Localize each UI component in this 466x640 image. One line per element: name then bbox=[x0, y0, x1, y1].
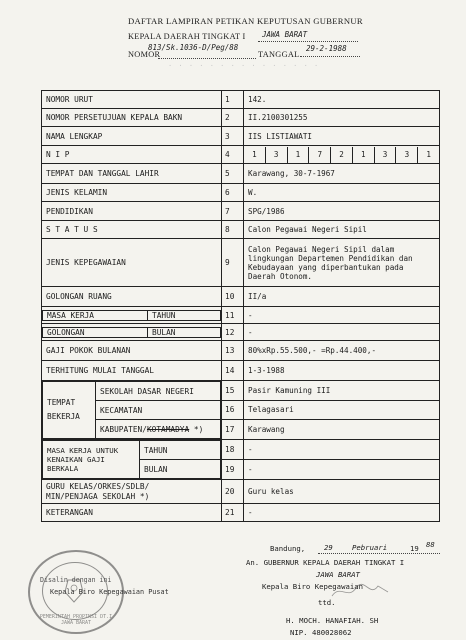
row-value: Calon Pegawai Negeri Sipil bbox=[244, 221, 440, 239]
row-value: 142. bbox=[244, 91, 440, 109]
table-row bbox=[42, 440, 440, 460]
nip-digit: 1 bbox=[252, 149, 257, 159]
copy-note: Disalin dengan ini bbox=[40, 576, 112, 584]
row-number: 2 bbox=[222, 109, 244, 127]
dotted-line bbox=[300, 56, 360, 57]
sign-year: 88 bbox=[426, 540, 435, 549]
signatory-title: An. GUBERNUR KEPALA DAERAH TINGKAT I bbox=[246, 558, 405, 567]
row-number: 1 bbox=[222, 91, 244, 109]
nip-digit: 7 bbox=[308, 147, 330, 163]
row-number: 9 bbox=[222, 239, 244, 287]
place-label: Bandung, bbox=[270, 544, 306, 553]
tempat-label: TEMPAT bbox=[47, 398, 76, 407]
table-row bbox=[42, 324, 440, 341]
row-label: KETERANGAN bbox=[42, 504, 222, 522]
table-row bbox=[42, 381, 440, 401]
row-number: 3 bbox=[222, 127, 244, 146]
signatory-nip: NIP. 480028062 bbox=[290, 628, 352, 637]
nip-digits bbox=[244, 147, 439, 163]
document-title: DAFTAR LAMPIRAN PETIKAN KEPUTUSAN GUBERNUR bbox=[128, 16, 363, 26]
stamp-text: PEMERINTAH PROPINSI DT.I JAWA BARAT bbox=[39, 614, 113, 626]
table-row bbox=[42, 239, 440, 287]
guru-label-1: GURU KELAS/ORKES/SDLB/ bbox=[46, 481, 150, 491]
row-value: IIS LISTIAWATI bbox=[244, 127, 440, 146]
row-value: Karawang, 30-7-1967 bbox=[244, 164, 440, 184]
sign-month: Pebruari bbox=[352, 543, 388, 552]
table-row bbox=[42, 127, 440, 146]
ttd-mark: ttd. bbox=[318, 598, 336, 607]
table-row bbox=[42, 184, 440, 202]
row-label: S T A T U S bbox=[42, 221, 222, 239]
table-row bbox=[42, 341, 440, 361]
row-number: 16 bbox=[222, 400, 244, 420]
golongan-subtable bbox=[42, 327, 221, 338]
row-label: GOLONGAN RUANG bbox=[42, 287, 222, 307]
sign-day: 29 bbox=[324, 543, 333, 552]
row-label: PENDIDIKAN bbox=[42, 202, 222, 221]
row-value: 80%xRp.55.500,- =Rp.44.400,- bbox=[244, 341, 440, 361]
kabupaten-label bbox=[96, 420, 221, 439]
row-number: 4 bbox=[222, 146, 244, 164]
nip-digit: 3 bbox=[374, 147, 396, 163]
kecamatan-label: KECAMATAN bbox=[96, 401, 221, 420]
row-label: JENIS KELAMIN bbox=[42, 184, 222, 202]
dotted-line bbox=[318, 553, 440, 554]
row-value: Karawang bbox=[244, 420, 440, 440]
row-value: - bbox=[244, 324, 440, 341]
guru-label-2: MIN/PENJAGA SEKOLAH *) bbox=[46, 491, 150, 501]
kgb-label-1: MASA KERJA UNTUK bbox=[47, 446, 119, 455]
nomor-label: NOMOR bbox=[128, 50, 161, 59]
kepala-daerah-value: JAWA BARAT bbox=[262, 30, 308, 39]
golongan-label: GOLONGAN bbox=[43, 327, 148, 337]
table-row bbox=[42, 221, 440, 239]
decree-number-value: 813/Sk.1036-D/Peg/88 bbox=[148, 43, 239, 52]
nip-digit: 1 bbox=[417, 147, 439, 163]
nip-digit: 2 bbox=[330, 147, 352, 163]
decree-date-value: 29-2-1988 bbox=[306, 44, 347, 53]
row-label: TERHITUNG MULAI TANGGAL bbox=[42, 361, 222, 381]
row-number: 11 bbox=[222, 307, 244, 324]
kgb-label bbox=[43, 441, 140, 479]
row-number: 7 bbox=[222, 202, 244, 221]
signatory-office: Kepala Biro Kepegawaian bbox=[262, 582, 364, 591]
row-value: - bbox=[244, 460, 440, 480]
masa-kerja-cell bbox=[42, 307, 222, 324]
row-value: - bbox=[244, 307, 440, 324]
copy-office: Kepala Biro Kepegawaian Pusat bbox=[50, 588, 169, 596]
table-row bbox=[42, 480, 440, 504]
row-number: 17 bbox=[222, 420, 244, 440]
row-number: 8 bbox=[222, 221, 244, 239]
kotamadya-struck: KOTAMADYA bbox=[146, 424, 190, 434]
bekerja-label: BEKERJA bbox=[47, 412, 80, 421]
row-number: 15 bbox=[222, 381, 244, 401]
kabupaten-text: KABUPATEN/ bbox=[100, 424, 147, 434]
signature-scribble-icon bbox=[330, 580, 390, 602]
signatory-name: H. MOCH. HANAFIAH. SH bbox=[286, 616, 379, 625]
row-number: 20 bbox=[222, 480, 244, 504]
row-value: Guru kelas bbox=[244, 480, 440, 504]
document-header bbox=[0, 0, 466, 80]
footnote-mark: *) bbox=[193, 424, 204, 434]
tanggal-label: TANGGAL bbox=[258, 50, 300, 59]
row-value: - bbox=[244, 504, 440, 522]
kgb-tahun-label: TAHUN bbox=[140, 441, 221, 460]
row-value: SPG/1986 bbox=[244, 202, 440, 221]
row-value: II.2100301255 bbox=[244, 109, 440, 127]
row-value: II/a bbox=[244, 287, 440, 307]
masa-kerja-subtable bbox=[42, 310, 221, 321]
signatory-region: JAWA BARAT bbox=[316, 570, 360, 579]
row-value: W. bbox=[244, 184, 440, 202]
guru-label bbox=[42, 480, 222, 504]
masa-kerja-label: MASA KERJA bbox=[43, 310, 148, 320]
kgb-cell bbox=[42, 440, 222, 480]
row-value: Pasir Kamuning III bbox=[244, 381, 440, 401]
row-value: Telagasari bbox=[244, 400, 440, 420]
row-value: - bbox=[244, 440, 440, 460]
dotted-line bbox=[258, 41, 358, 42]
nip-digit: 3 bbox=[265, 147, 287, 163]
nip-cell bbox=[244, 146, 440, 164]
bleed-through-text: · · · · · · · · · · · · · · · bbox=[168, 62, 320, 70]
table-row bbox=[42, 164, 440, 184]
sign-year-prefix: 19 bbox=[410, 544, 419, 553]
golongan-cell bbox=[42, 324, 222, 341]
kepala-daerah-label: KEPALA DAERAH TINGKAT I bbox=[128, 32, 246, 41]
table-row bbox=[42, 146, 440, 164]
tempat-bekerja-cell bbox=[42, 381, 222, 440]
row-label: NAMA LENGKAP bbox=[42, 127, 222, 146]
sekolah-label: SEKOLAH DASAR NEGERI bbox=[96, 382, 221, 401]
kgb-subtable bbox=[42, 440, 221, 479]
nip-digit: 3 bbox=[395, 147, 417, 163]
nip-digit: 1 bbox=[352, 147, 374, 163]
data-table bbox=[41, 90, 440, 522]
table-row bbox=[42, 91, 440, 109]
row-number: 12 bbox=[222, 324, 244, 341]
row-label: NOMOR URUT bbox=[42, 91, 222, 109]
tempat-bekerja-label bbox=[43, 382, 96, 439]
bulan-label: BULAN bbox=[148, 327, 221, 337]
table-row bbox=[42, 109, 440, 127]
nip-digit: 1 bbox=[287, 147, 309, 163]
table-row bbox=[42, 202, 440, 221]
row-number: 10 bbox=[222, 287, 244, 307]
row-number: 5 bbox=[222, 164, 244, 184]
row-number: 13 bbox=[222, 341, 244, 361]
table-row bbox=[42, 361, 440, 381]
dotted-line bbox=[158, 58, 256, 59]
table-row bbox=[42, 287, 440, 307]
row-value: 1-3-1988 bbox=[244, 361, 440, 381]
row-value: Calon Pegawai Negeri Sipil dalam lingkungan Departemen Pendidikan dan Kebudayaan yang diperbantukan pada Daerah Otonom. bbox=[244, 239, 440, 287]
row-number: 21 bbox=[222, 504, 244, 522]
row-label: N I P bbox=[42, 146, 222, 164]
tempat-bekerja-subtable bbox=[42, 381, 221, 439]
row-number: 19 bbox=[222, 460, 244, 480]
official-stamp bbox=[28, 550, 124, 634]
kgb-label-2: KENAIKAN GAJI bbox=[47, 455, 105, 464]
tahun-label: TAHUN bbox=[148, 310, 221, 320]
table-row bbox=[42, 307, 440, 324]
table-row bbox=[42, 504, 440, 522]
kgb-bulan-label: BULAN bbox=[140, 460, 221, 479]
kgb-label-3: BERKALA bbox=[47, 464, 79, 473]
row-label: JENIS KEPEGAWAIAN bbox=[42, 239, 222, 287]
row-number: 6 bbox=[222, 184, 244, 202]
row-number: 14 bbox=[222, 361, 244, 381]
row-label: TEMPAT DAN TANGGAL LAHIR bbox=[42, 164, 222, 184]
row-label: GAJI POKOK BULANAN bbox=[42, 341, 222, 361]
row-label: NOMOR PERSETUJUAN KEPALA BAKN bbox=[42, 109, 222, 127]
row-number: 18 bbox=[222, 440, 244, 460]
